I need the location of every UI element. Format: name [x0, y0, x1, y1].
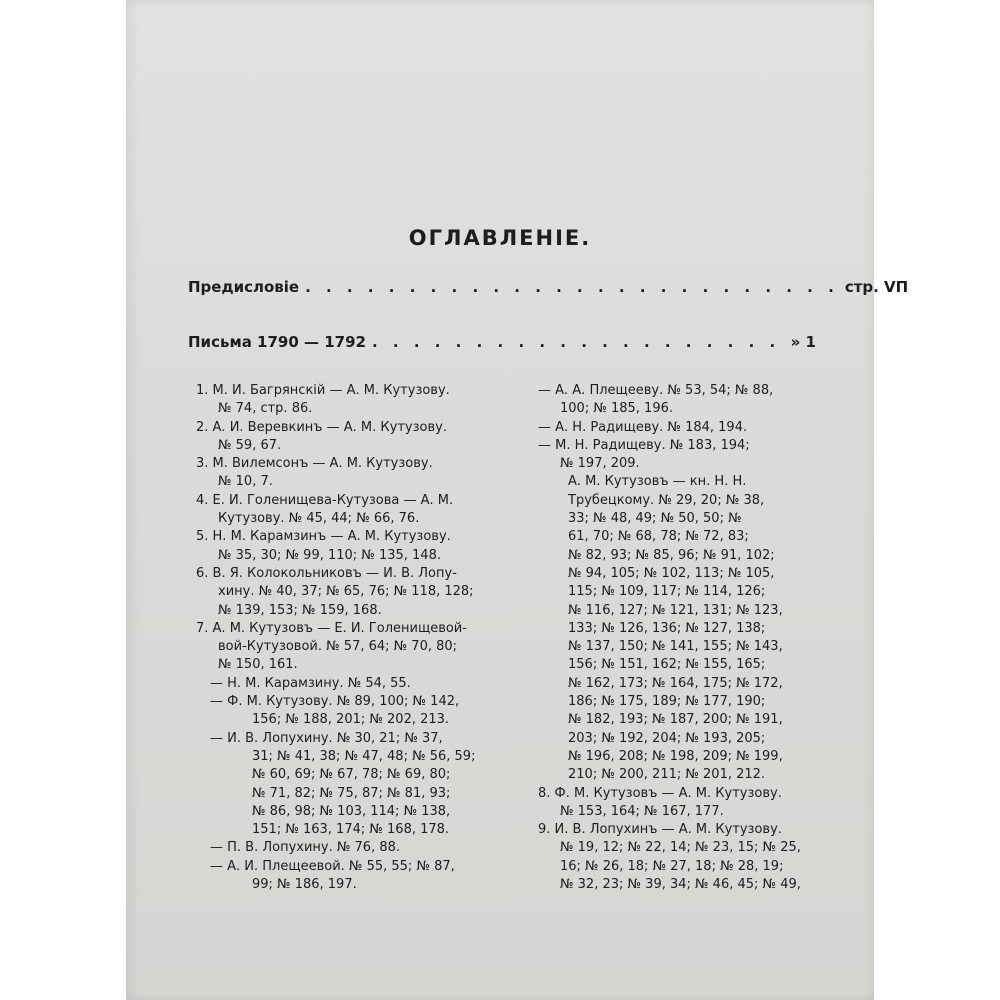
index-line: 33; № 48, 49; № 50, 50; № — [568, 511, 742, 527]
toc-leader-dots: . . . . . . . . . . . . . . . . . . . . . . . . . . — [305, 278, 839, 296]
index-line: 115; № 109, 117; № 114, 126; — [568, 584, 766, 600]
index-line: 4. Е. И. Голенищева-Кутузова — А. М. — [196, 492, 454, 508]
index-line: — Н. М. Карамзину. № 54, 55. — [210, 675, 411, 691]
index-line: № 162, 173; № 164, 175; № 172, — [568, 675, 783, 691]
index-line: № 137, 150; № 141, 155; № 143, — [568, 639, 783, 655]
index-line: 31; № 41, 38; № 47, 48; № 56, 59; — [252, 748, 476, 764]
index-line: № 59, 67. — [218, 437, 282, 453]
index-line: 1. М. И. Багрянскій — А. М. Кутузову. — [196, 383, 450, 398]
index-line: № 10, 7. — [218, 474, 273, 490]
index-column-left — [196, 382, 496, 894]
index-line: 151; № 163, 174; № 168, 178. — [252, 822, 450, 838]
index-line: № 60, 69; № 67, 78; № 69, 80; — [252, 767, 451, 783]
index-line: 8. Ф. М. Кутузовъ — А. М. Кутузову. — [538, 785, 782, 801]
toc-entry-preface — [188, 278, 909, 296]
index-line: № 32, 23; № 39, 34; № 46, 45; № 49, — [560, 877, 801, 893]
index-line: 9. И. В. Лопухинъ — А. М. Кутузову. — [538, 822, 782, 838]
toc-entry-page: » 1 — [790, 333, 816, 351]
index-line: вой-Кутузовой. № 57, 64; № 70, 80; — [218, 639, 458, 655]
toc-entry-letters — [188, 333, 816, 351]
index-line: — П. В. Лопухину. № 76, 88. — [210, 840, 401, 856]
index-line: № 82, 93; № 85, 96; № 91, 102; — [568, 547, 775, 563]
toc-entry-label: Предисловіе — [188, 278, 300, 296]
index-line: 156; № 151, 162; № 155, 165; — [568, 657, 766, 673]
index-line: № 150, 161. — [218, 657, 298, 673]
index-line: № 153, 164; № 167, 177. — [560, 803, 724, 819]
index-line: № 19, 12; № 22, 14; № 23, 15; № 25, — [560, 840, 801, 856]
index-line: 186; № 175, 189; № 177, 190; — [568, 694, 766, 710]
index-line: 61, 70; № 68, 78; № 72, 83; — [568, 529, 749, 545]
toc-leader-dots: . . . . . . . . . . . . . . . . . . . . — [372, 333, 781, 351]
index-line: 100; № 185, 196. — [560, 401, 674, 417]
page-title: ОГЛАВЛЕНІЕ. — [408, 226, 592, 250]
index-line: 6. В. Я. Колокольниковъ — И. В. Лопу- — [196, 565, 457, 581]
index-line: № 197, 209. — [560, 456, 640, 472]
index-line: Кутузову. № 45, 44; № 66, 76. — [218, 511, 420, 527]
index-line: 7. А. М. Кутузовъ — Е. И. Голенищевой- — [196, 620, 467, 636]
index-line: 16; № 26, 18; № 27, 18; № 28, 19; — [560, 858, 784, 874]
index-line: хину. № 40, 37; № 65, 76; № 118, 128; — [218, 584, 474, 600]
index-line: 156; № 188, 201; № 202, 213. — [252, 712, 450, 728]
toc-entry-page: стр. VП — [844, 278, 909, 296]
index-line: № 35, 30; № 99, 110; № 135, 148. — [218, 547, 441, 563]
index-line: А. М. Кутузовъ — кн. Н. Н. — [568, 474, 747, 490]
toc-entry-label: Письма 1790 — 1792 — [188, 333, 366, 351]
index-line: 210; № 200, 211; № 201, 212. — [568, 767, 766, 783]
index-column-right — [538, 382, 828, 894]
book-page — [126, 0, 909, 1000]
index-line: 203; № 192, 204; № 193, 205; — [568, 730, 766, 746]
index-line: — А. И. Плещеевой. № 55, 55; № 87, — [210, 858, 455, 874]
index-line: 99; № 186, 197. — [252, 877, 357, 893]
index-line: 2. А. И. Веревкинъ — А. М. Кутузову. — [196, 419, 447, 435]
index-line: — А. А. Плещееву. № 53, 54; № 88, — [538, 383, 774, 398]
index-line: — Ф. М. Кутузову. № 89, 100; № 142, — [210, 694, 460, 710]
index-line: 3. М. Вилемсонъ — А. М. Кутузову. — [196, 456, 433, 472]
index-line: № 116, 127; № 121, 131; № 123, — [568, 602, 783, 618]
index-line: Трубецкому. № 29, 20; № 38, — [568, 492, 765, 508]
index-line: 5. Н. М. Карамзинъ — А. М. Кутузову. — [196, 529, 451, 545]
index-line: № 71, 82; № 75, 87; № 81, 93; — [252, 785, 451, 801]
index-line: № 86, 98; № 103, 114; № 138, — [252, 803, 451, 819]
index-line: № 182, 193; № 187, 200; № 191, — [568, 712, 783, 728]
index-line: № 94, 105; № 102, 113; № 105, — [568, 565, 775, 581]
index-line: № 139, 153; № 159, 168. — [218, 602, 382, 618]
index-line: № 196, 208; № 198, 209; № 199, — [568, 748, 783, 764]
index-line: 133; № 126, 136; № 127, 138; — [568, 620, 766, 636]
index-line: — А. Н. Радищеву. № 184, 194. — [538, 419, 748, 435]
index-line: — М. Н. Радищеву. № 183, 194; — [538, 437, 750, 453]
index-line: № 74, стр. 86. — [218, 401, 313, 417]
index-line: — И. В. Лопухину. № 30, 21; № 37, — [210, 730, 443, 746]
